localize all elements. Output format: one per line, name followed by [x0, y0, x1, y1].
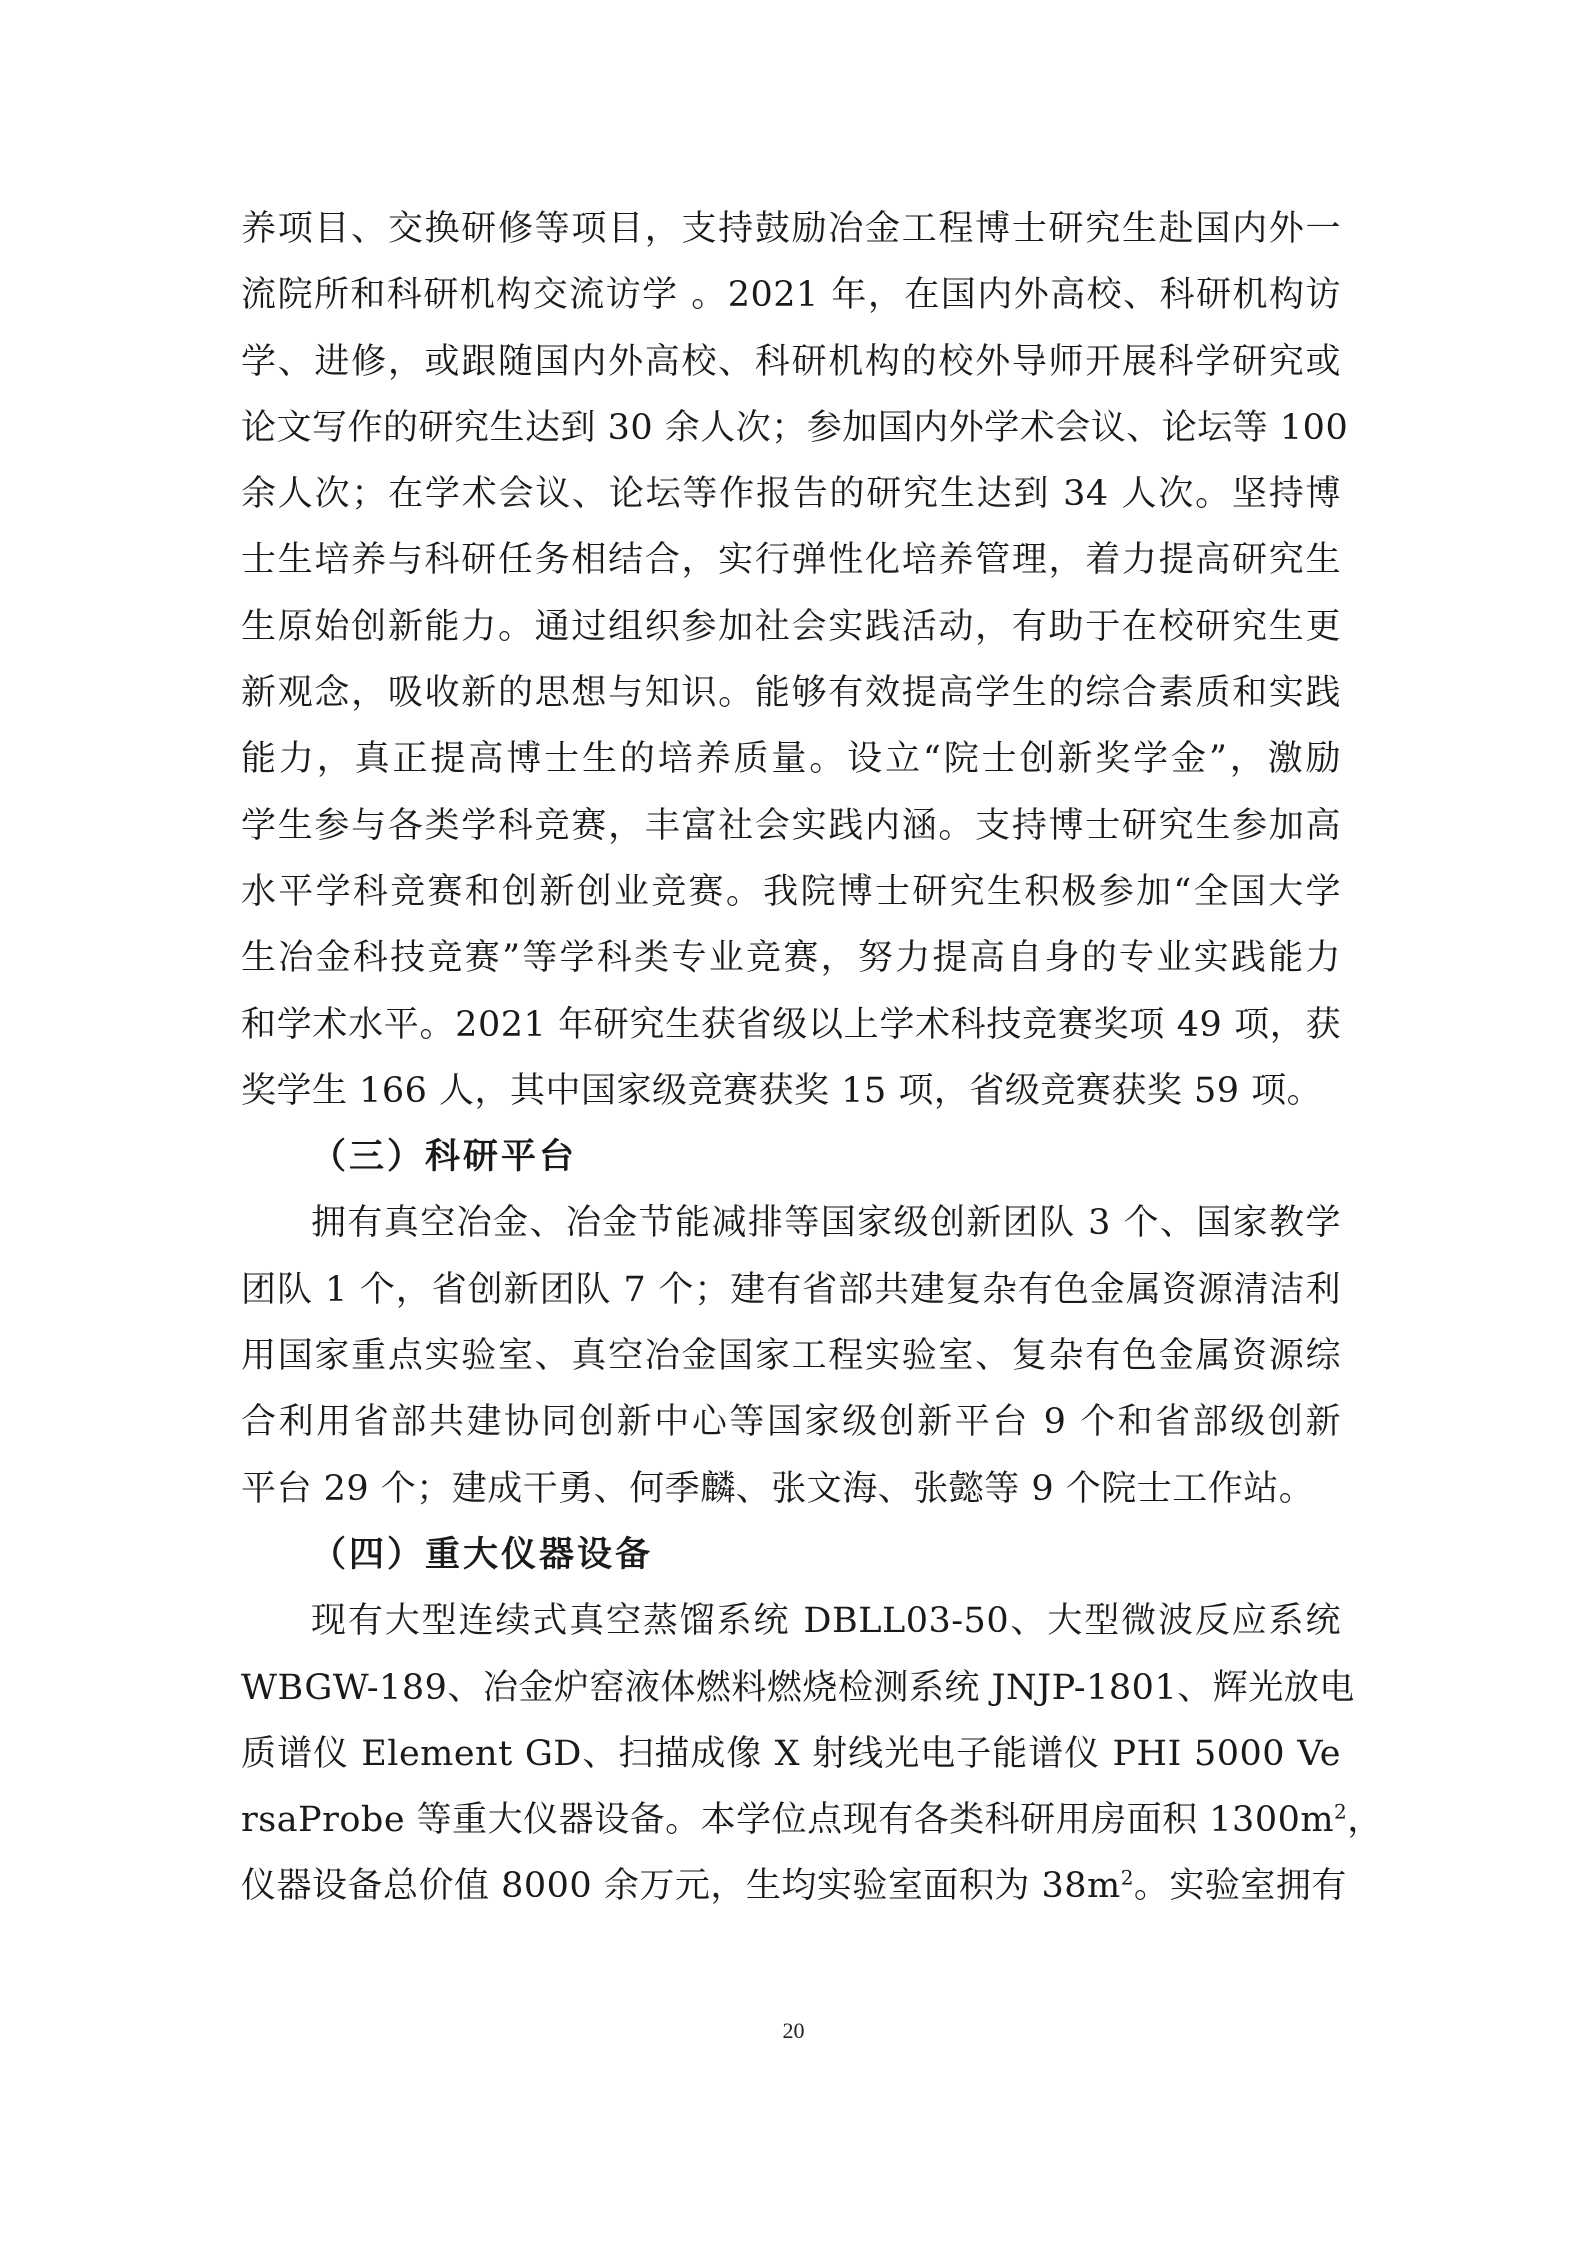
text-segment: 。实验室拥有 — [1133, 1866, 1347, 1907]
superscript-2: 2 — [1334, 1799, 1348, 1824]
text-line: 流院所和科研机构交流访学 。2021 年，在国内外高校、科研机构访 — [241, 275, 1341, 316]
paragraph-major-equipment — [241, 1588, 1383, 1919]
text-line: 养项目、交换研修等项目，支持鼓励冶金工程博士研究生赴国内外一 — [241, 209, 1341, 249]
text-segment: rsaProbe 等重大仪器设备。本学位点现有各类科研用房面积 1300m — [241, 1800, 1335, 1841]
text-segment: ， — [1347, 1800, 1383, 1841]
text-line: 生冶金科技竞赛”等学科类专业竞赛，努力提高自身的专业实践能力 — [241, 938, 1341, 979]
text-line: 士生培养与科研任务相结合，实行弹性化培养管理，着力提高研究生 — [241, 540, 1341, 581]
text-line: 新观念，吸收新的思想与知识。能够有效提高学生的综合素质和实践 — [241, 673, 1341, 714]
text-line: 平台 29 个；建成干勇、何季麟、张文海、张懿等 9 个院士工作站。 — [241, 1468, 1315, 1509]
text-line: 论文写作的研究生达到 30 余人次；参加国内外学术会议、论坛等 100 — [241, 407, 1349, 448]
text-segment: 仪器设备总价值 8000 余万元，生均实验室面积为 38m — [241, 1866, 1121, 1907]
section-heading-major-equipment: （四）重大仪器设备 — [311, 1534, 654, 1575]
text-line: 现有大型连续式真空蒸馏系统 DBLL03-50、大型微波反应系统 — [311, 1601, 1341, 1642]
paragraph-research-platform — [241, 1190, 1341, 1521]
page-content — [241, 196, 1383, 1920]
section-heading-research-platform: （三）科研平台 — [311, 1137, 578, 1178]
text-line: 学、进修，或跟随国内外高校、科研机构的校外导师开展科学研究或 — [241, 341, 1341, 382]
text-line: 余人次；在学术会议、论坛等作报告的研究生达到 34 人次。坚持博 — [241, 474, 1341, 515]
text-line: 生原始创新能力。通过组织参加社会实践活动，有助于在校研究生更 — [241, 606, 1341, 647]
text-line: 和学术水平。2021 年研究生获省级以上学术科技竞赛奖项 49 项，获 — [241, 1004, 1341, 1045]
text-line: 水平学科竞赛和创新创业竞赛。我院博士研究生积极参加“全国大学 — [241, 871, 1341, 912]
text-line: 质谱仪 Element GD、扫描成像 X 射线光电子能谱仪 PHI 5000 Ve — [241, 1733, 1341, 1774]
page-number: 20 — [782, 2018, 805, 2043]
text-line: 学生参与各类学科竞赛，丰富社会实践内涵。支持博士研究生参加高 — [241, 805, 1341, 846]
text-line: 能力，真正提高博士生的培养质量。设立“院士创新奖学金”，激励 — [241, 739, 1341, 780]
text-line: WBGW-189、冶金炉窑液体燃料燃烧检测系统 JNJP-1801、辉光放电 — [241, 1667, 1355, 1708]
text-line: 合利用省部共建协同创新中心等国家级创新平台 9 个和省部级创新 — [241, 1402, 1341, 1443]
text-line-with-superscript — [241, 1787, 1383, 1853]
paragraph-continued — [241, 196, 1349, 1124]
text-line-with-superscript — [241, 1853, 1347, 1919]
text-line: 用国家重点实验室、真空冶金国家工程实验室、复杂有色金属资源综 — [241, 1336, 1341, 1377]
superscript-2: 2 — [1120, 1865, 1134, 1890]
text-line: 奖学生 166 人，其中国家级竞赛获奖 15 项，省级竞赛获奖 59 项。 — [241, 1070, 1323, 1111]
text-line: 拥有真空冶金、冶金节能减排等国家级创新团队 3 个、国家教学 — [311, 1203, 1341, 1244]
text-line: 团队 1 个，省创新团队 7 个；建有省部共建复杂有色金属资源清洁利 — [241, 1269, 1341, 1310]
